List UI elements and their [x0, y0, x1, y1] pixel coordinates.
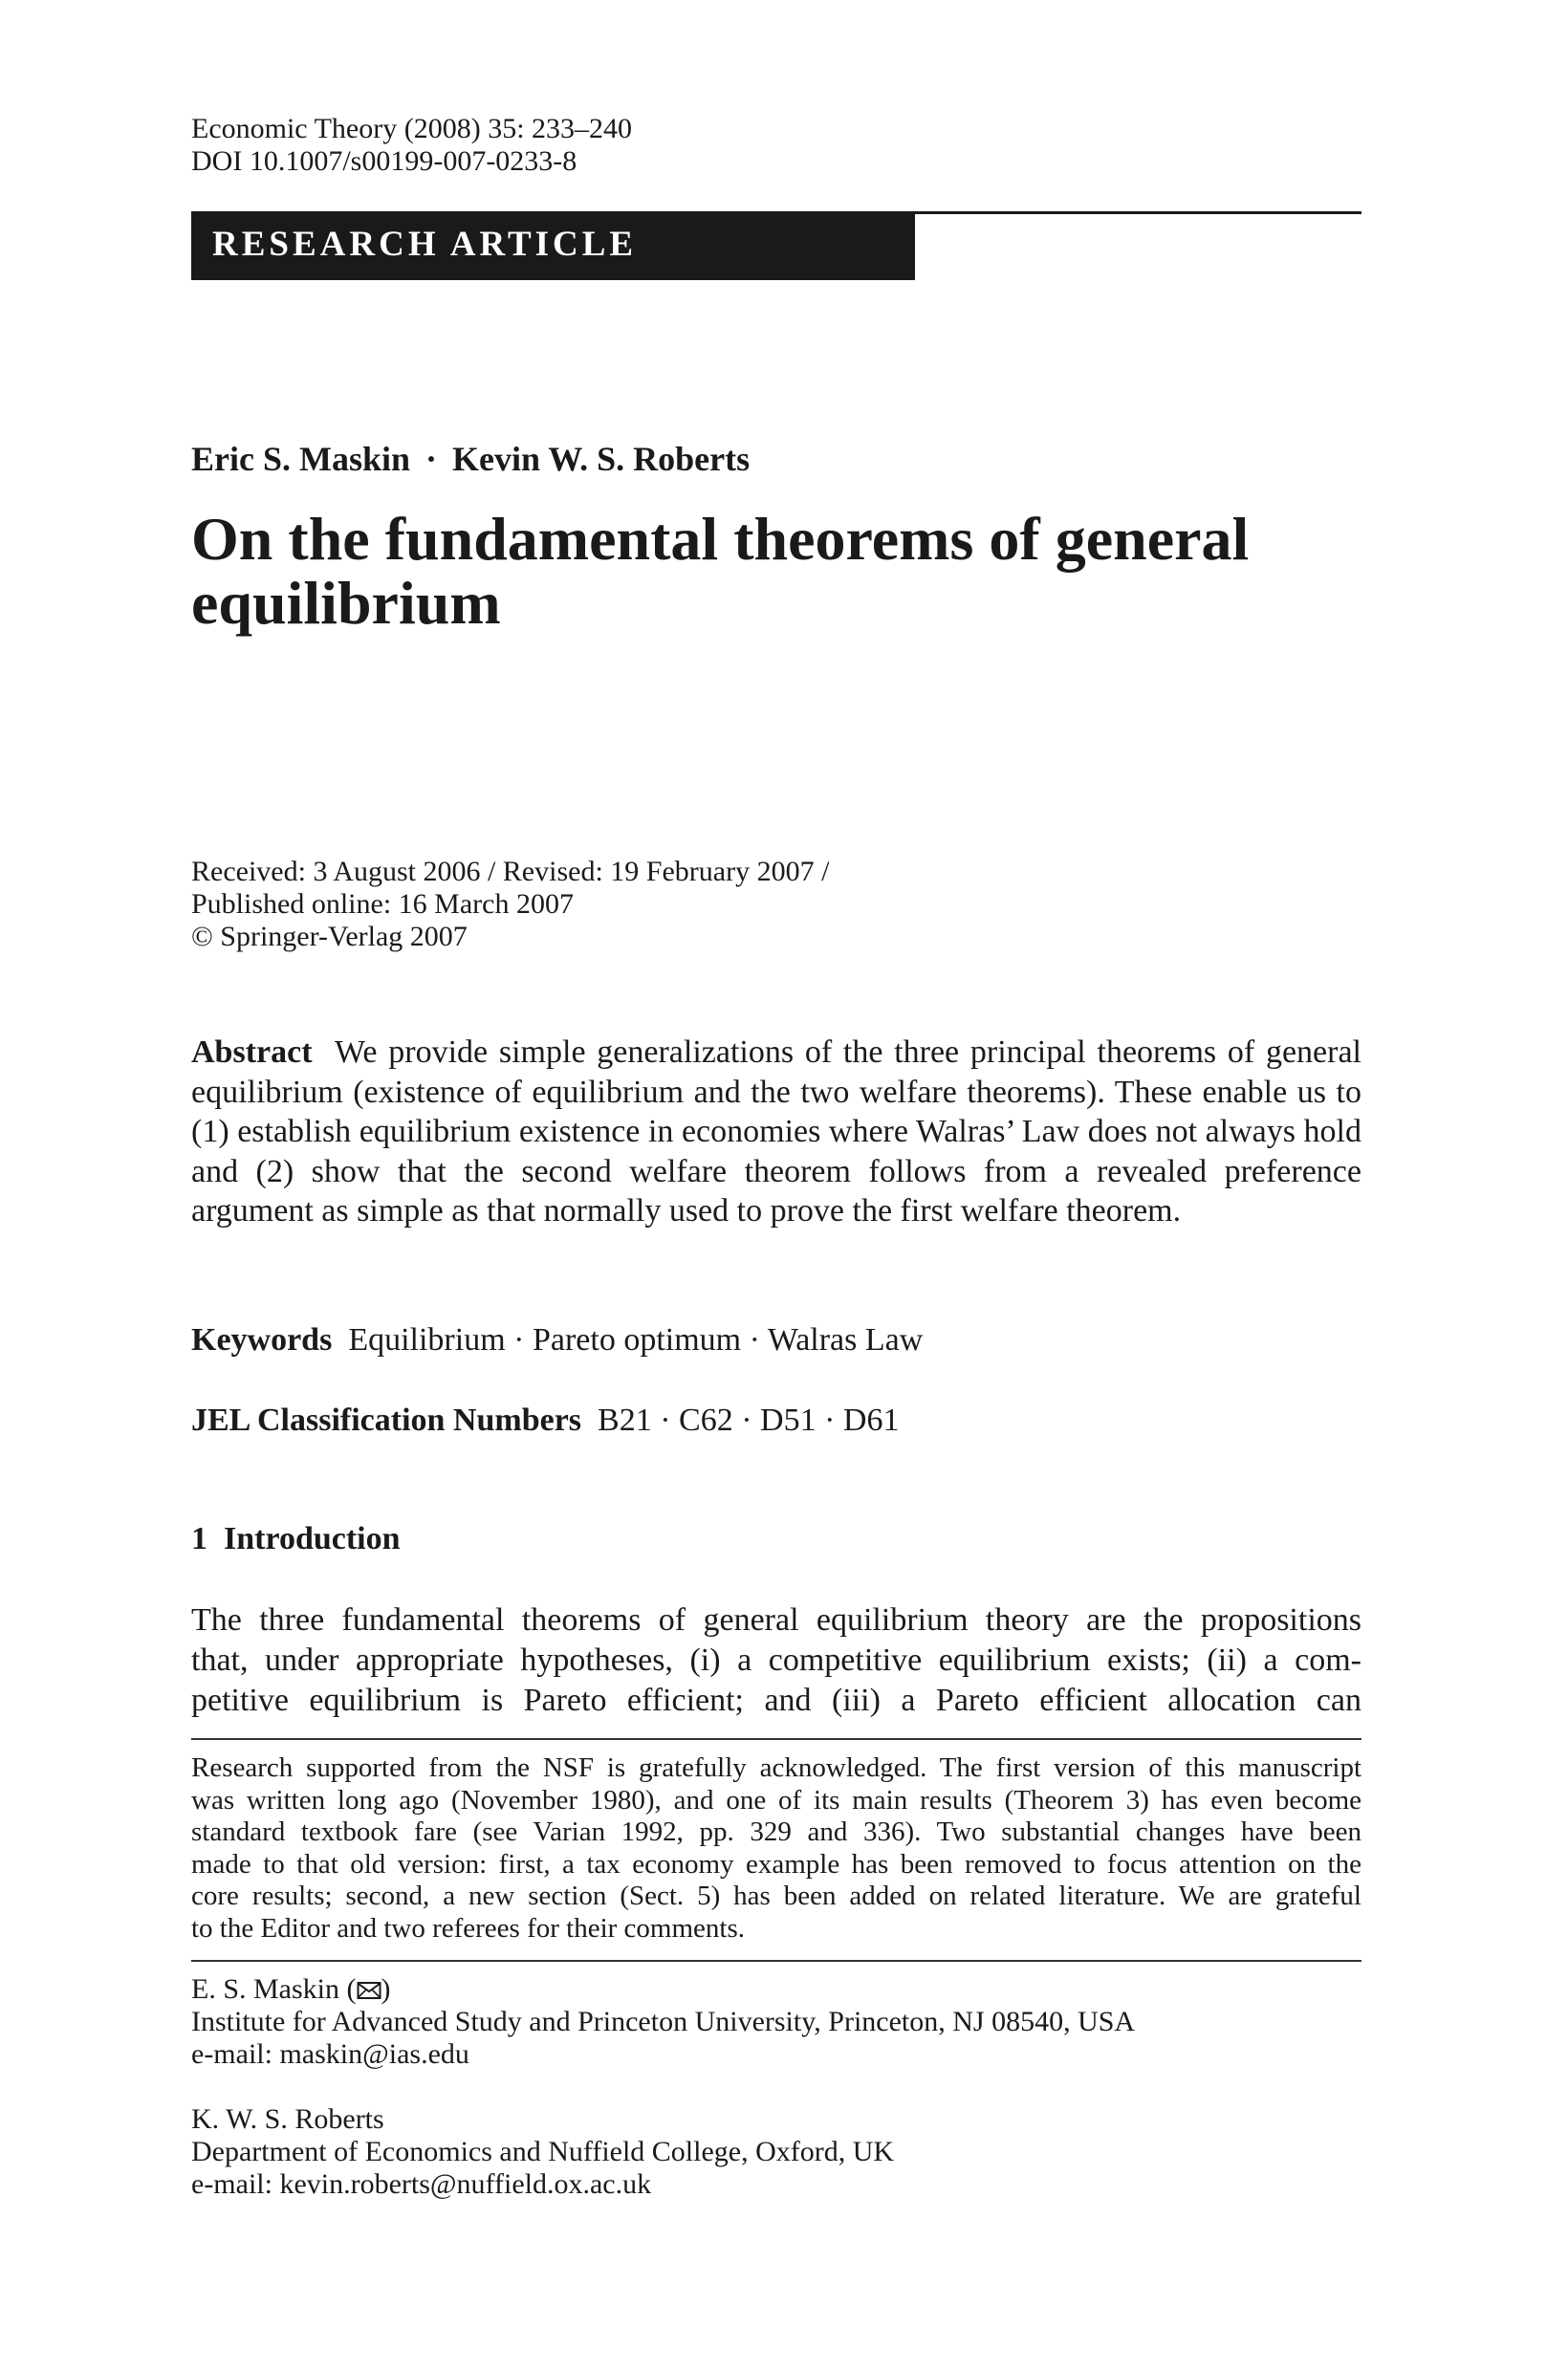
article-type-banner	[191, 213, 915, 280]
acknowledgement-footnote	[191, 1752, 1361, 1945]
author-name: Kevin W. S. Roberts	[452, 440, 751, 478]
section-number: 1	[191, 1521, 207, 1556]
section-title: Introduction	[224, 1521, 401, 1556]
received-revised-date: Received: 3 August 2006 / Revised: 19 February 2007 /	[191, 856, 830, 887]
footnote-line: standard textbook fare (see Varian 1992, pp. 329 and 336). Two substantial changes have been	[191, 1816, 1361, 1847]
abstract-text: We provide simple generalizations of the three principal theorems of general equilibrium (existence of equilibrium and the two welfare theorems). These enable us to (1) establish equilibrium existence in economies where Walras’ Law does not always hold and (2) show that the second welfare theorem follows from a revealed preference argument as simple as that normally used to prove the first welfare theorem.	[191, 1034, 1362, 1229]
jel-codes: B21 · C62 · D51 · D61	[598, 1403, 900, 1438]
affiliation-maskin	[191, 1973, 1361, 2071]
author-name: Eric S. Maskin	[191, 440, 411, 478]
keywords	[191, 1320, 1361, 1360]
affiliation-name: K. W. S. Roberts	[191, 2103, 384, 2135]
footnote-line: was written long ago (November 1980), and one of its main results (Theorem 3) has even become	[191, 1784, 1361, 1816]
section-heading	[191, 1521, 1361, 1557]
title-line: On the fundamental theorems of general	[191, 505, 1250, 573]
published-online-date: Published online: 16 March 2007	[191, 888, 574, 920]
journal-header	[191, 113, 1361, 178]
jel-classification	[191, 1401, 1361, 1440]
footnote-divider	[191, 1738, 1361, 1740]
envelope-icon: ( )	[346, 1973, 391, 2005]
title-line: equilibrium	[191, 569, 501, 637]
publication-dates	[191, 856, 1361, 953]
affiliation-email: e-mail: maskin@ias.edu	[191, 2038, 469, 2070]
footnote-line: to the Editor and two referees for their comments.	[191, 1912, 745, 1944]
article-type-label: RESEARCH ARTICLE	[212, 225, 638, 264]
body-text-line: The three fundamental theorems of general equilibrium theory are the propositions	[191, 1602, 1361, 1638]
body-text-line: that, under appropriate hypotheses, (i) a competitive equilibrium exists; (ii) a com-	[191, 1642, 1361, 1678]
footnote-line: core results; second, a new section (Sect. 5) has been added on related literature. We are grateful	[191, 1881, 1361, 1911]
keywords-label: Keywords	[191, 1322, 333, 1358]
paper-title	[191, 507, 1377, 635]
copyright-notice: © Springer-Verlag 2007	[191, 921, 468, 952]
jel-label: JEL Classification Numbers	[191, 1403, 582, 1438]
affiliation-institution: Department of Economics and Nuffield College, Oxford, UK	[191, 2136, 895, 2167]
affiliation-institution: Institute for Advanced Study and Princeton University, Princeton, NJ 08540, USA	[191, 2006, 1136, 2037]
affiliation-divider	[191, 1960, 1361, 1962]
body-text-line: petitive equilibrium is Pareto efficient; and (iii) a Pareto efficient allocation can	[191, 1683, 1361, 1718]
journal-doi: DOI 10.1007/s00199-007-0233-8	[191, 145, 577, 177]
affiliation-name: E. S. Maskin	[191, 1973, 340, 2005]
affiliation-email: e-mail: kevin.roberts@nuffield.ox.ac.uk	[191, 2168, 652, 2200]
journal-citation: Economic Theory (2008) 35: 233–240	[191, 113, 633, 144]
affiliation-roberts	[191, 2103, 1361, 2201]
introduction-text	[191, 1600, 1361, 1721]
author-list	[191, 439, 1361, 479]
footnote-line: made to that old version: first, a tax economy example has been removed to focus attention on the	[191, 1848, 1361, 1880]
abstract-label: Abstract	[191, 1034, 313, 1070]
author-separator: ·	[425, 440, 438, 478]
abstract	[191, 1033, 1361, 1231]
keywords-text: Equilibrium · Pareto optimum · Walras Law	[348, 1322, 924, 1358]
footnote-line: Research supported from the NSF is gratefully acknowledged. The first version of this manuscript	[191, 1752, 1361, 1783]
